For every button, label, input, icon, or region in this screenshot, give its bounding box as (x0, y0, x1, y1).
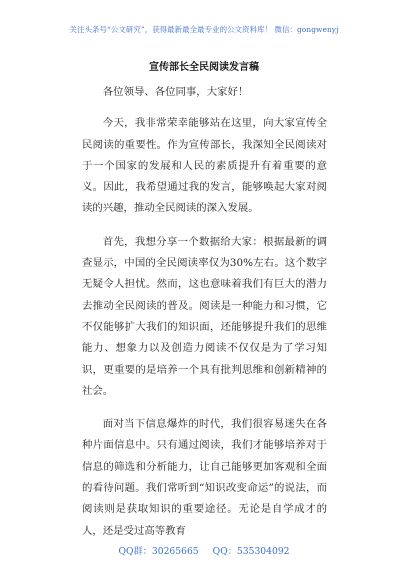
paragraph-data: 首先，我想分享一个数据给大家：根据最新的调查显示，中国的全民阅读率仅为30%左右。这个数字无疑令人担忧。然而，这也意味着我们有巨大的潜力去推动全民阅读的普及。阅读是一种能力和习惯，它不仅能够扩大我们的知识面，还能够提升我们的思维能力、想象力以及创造力阅读不仅仅是为了学习知识，更重要的是培养一个具有批判思维和创新精神的社会。 (82, 235, 327, 397)
footer-qq: QQ：535304092 (212, 546, 290, 557)
paragraph-information-age: 面对当下信息爆炸的时代，我们很容易迷失在各种片面信息中。只有通过阅读，我们才能够培养对于信息的筛选和分析能力，让自己能够更加客观和全面的看待问题。我们常听到“知识改变命运”的说法，而阅读则是获取知识的重要途径。无论是自学成才的人，还是受过高等教育 (82, 418, 327, 537)
header-notice: 关注头条号“公文研究”，获得最新最全最专业的公文资料库！ 微信：gongwenyj (69, 25, 339, 34)
paragraph-intro: 今天，我非常荣幸能够站在这里，向大家宣传全民阅读的重要性。作为宣传部长，我深知全民阅读对于一个国家的发展和人民的素质提升有着重要的意义。因此，我希望通过我的发言，能够唤起大家对阅读的兴趣，推动全民阅读的深入发展。 (82, 117, 327, 215)
footer-contact (0, 543, 408, 557)
paragraph-greeting: 各位领导、各位同事，大家好！ (102, 86, 249, 98)
document-body (82, 82, 327, 554)
page-title: 宣传部长全民阅读发言稿 (149, 62, 259, 73)
footer-qq-group: QQ群：30265665 (118, 546, 199, 557)
